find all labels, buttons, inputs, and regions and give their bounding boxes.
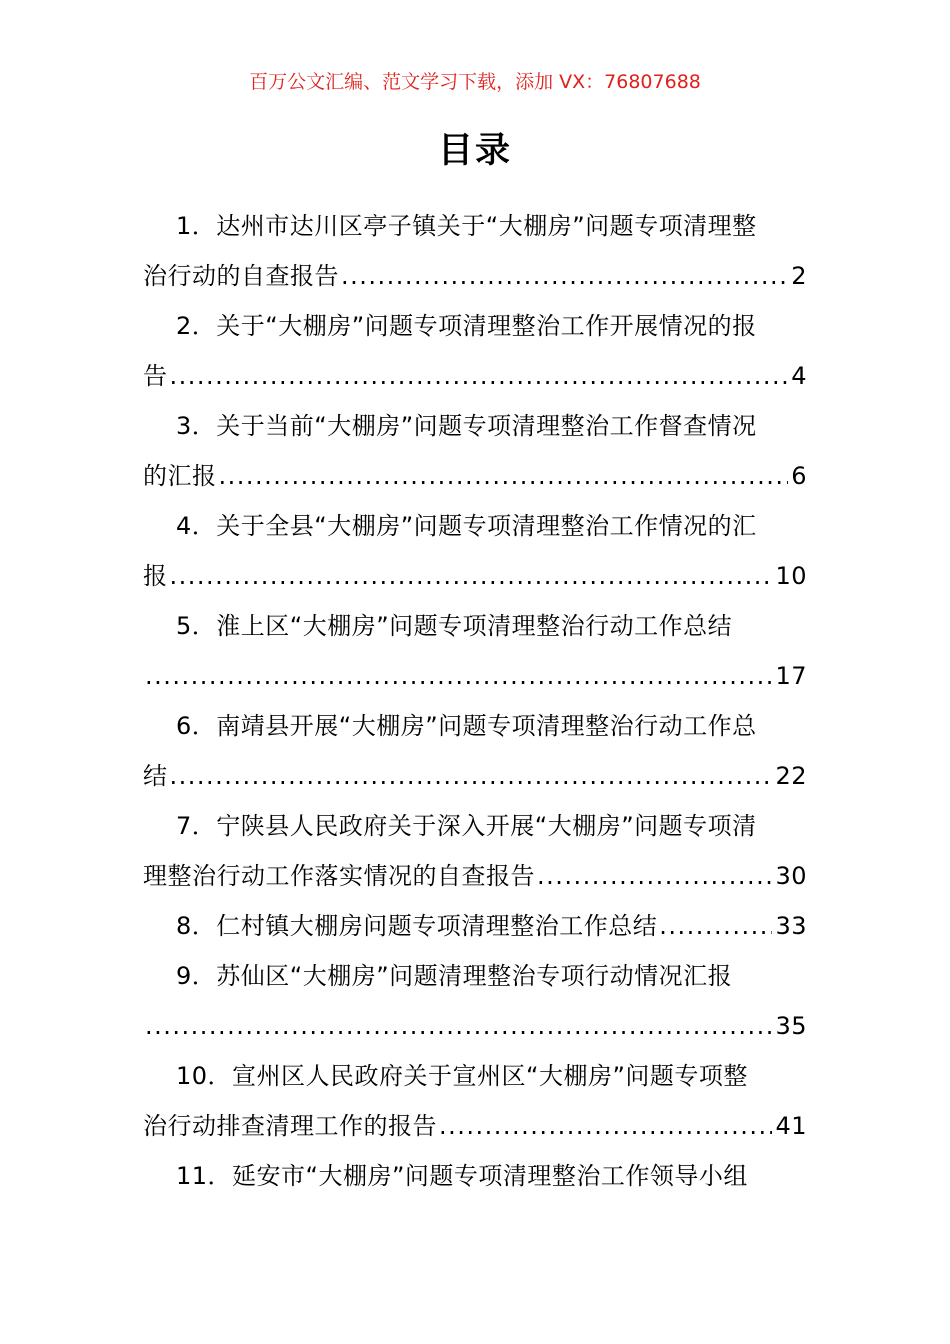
toc-leader-dots <box>439 1101 772 1151</box>
toc-entry-continuation <box>143 1001 807 1051</box>
toc-entry-tail: 理整治行动工作落实情况的自查报告 <box>143 862 535 890</box>
toc-leader-dots <box>170 751 773 801</box>
toc-entry-continuation <box>143 551 807 601</box>
toc-page-number: 35 <box>775 1012 807 1040</box>
toc-entry-title: 6．南靖县开展“大棚房”问题专项清理整治行动工作总 <box>176 712 757 740</box>
toc-entry-continuation <box>143 851 807 901</box>
toc-entry[interactable] <box>143 201 807 301</box>
toc-page-number: 33 <box>775 912 807 940</box>
toc-page-number: 10 <box>775 562 807 590</box>
toc-page-number: 2 <box>791 262 807 290</box>
toc-entry[interactable] <box>143 501 807 601</box>
toc-entry-continuation <box>143 1101 807 1151</box>
toc-leader-dots <box>219 451 789 501</box>
toc-entry-tail: 报 <box>143 562 168 590</box>
toc-entry[interactable] <box>143 801 807 901</box>
header-note: 百万公文汇编、范文学习下载，添加 VX：76807688 <box>249 71 701 93</box>
toc-entry-continuation <box>143 751 807 801</box>
toc-leader-dots <box>145 651 772 701</box>
page-title: 目录 <box>437 131 512 171</box>
toc-entry-title: 10．宣州区人民政府关于宣州区“大棚房”问题专项整 <box>176 1062 748 1090</box>
toc-page-number: 17 <box>775 662 807 690</box>
toc-page-number: 6 <box>791 462 807 490</box>
toc-entry[interactable] <box>143 951 807 1051</box>
toc-page-number: 22 <box>775 762 807 790</box>
toc-entry[interactable] <box>143 601 807 701</box>
toc-entry-title: 7．宁陕县人民政府关于深入开展“大棚房”问题专项清 <box>176 812 757 840</box>
toc-entry-title: 5．淮上区“大棚房”问题专项清理整治行动工作总结 <box>176 612 733 640</box>
table-of-contents <box>143 201 807 1201</box>
toc-leader-dots <box>170 551 773 601</box>
toc-entry-tail: 告 <box>143 362 168 390</box>
toc-leader-dots <box>659 901 772 951</box>
toc-entry[interactable] <box>143 401 807 501</box>
toc-entry-tail: 治行动的自查报告 <box>143 262 339 290</box>
toc-entry-tail: 治行动排查清理工作的报告 <box>143 1112 437 1140</box>
toc-entry[interactable] <box>143 701 807 801</box>
toc-entry-title: 8．仁村镇大棚房问题专项清理整治工作总结 <box>176 912 658 940</box>
toc-entry-title: 11．延安市“大棚房”问题专项清理整治工作领导小组 <box>176 1162 748 1190</box>
toc-page-number: 30 <box>775 862 807 890</box>
toc-entry-title: 2．关于“大棚房”问题专项清理整治工作开展情况的报 <box>176 312 757 340</box>
toc-entry[interactable] <box>143 301 807 401</box>
toc-entry-tail: 结 <box>143 762 168 790</box>
toc-leader-dots <box>170 351 789 401</box>
toc-leader-dots <box>537 851 772 901</box>
toc-entry-title-line <box>143 901 807 951</box>
toc-entry-title: 1．达州市达川区亭子镇关于“大棚房”问题专项清理整 <box>176 212 757 240</box>
toc-entry-continuation <box>143 651 807 701</box>
toc-entry-continuation <box>143 351 807 401</box>
toc-entry-continuation <box>143 451 807 501</box>
toc-entry[interactable] <box>143 1051 807 1151</box>
toc-entry-title: 3．关于当前“大棚房”问题专项清理整治工作督查情况 <box>176 412 757 440</box>
toc-entry[interactable] <box>143 1151 807 1201</box>
toc-entry[interactable] <box>143 901 807 951</box>
toc-leader-dots <box>341 251 788 301</box>
toc-leader-dots <box>145 1001 772 1051</box>
toc-entry-continuation <box>143 251 807 301</box>
toc-entry-tail: 的汇报 <box>143 462 217 490</box>
toc-page-number: 41 <box>775 1112 807 1140</box>
toc-entry-title: 9．苏仙区“大棚房”问题清理整治专项行动情况汇报 <box>176 962 733 990</box>
toc-page-number: 4 <box>791 362 807 390</box>
toc-entry-title: 4．关于全县“大棚房”问题专项清理整治工作情况的汇 <box>176 512 757 540</box>
